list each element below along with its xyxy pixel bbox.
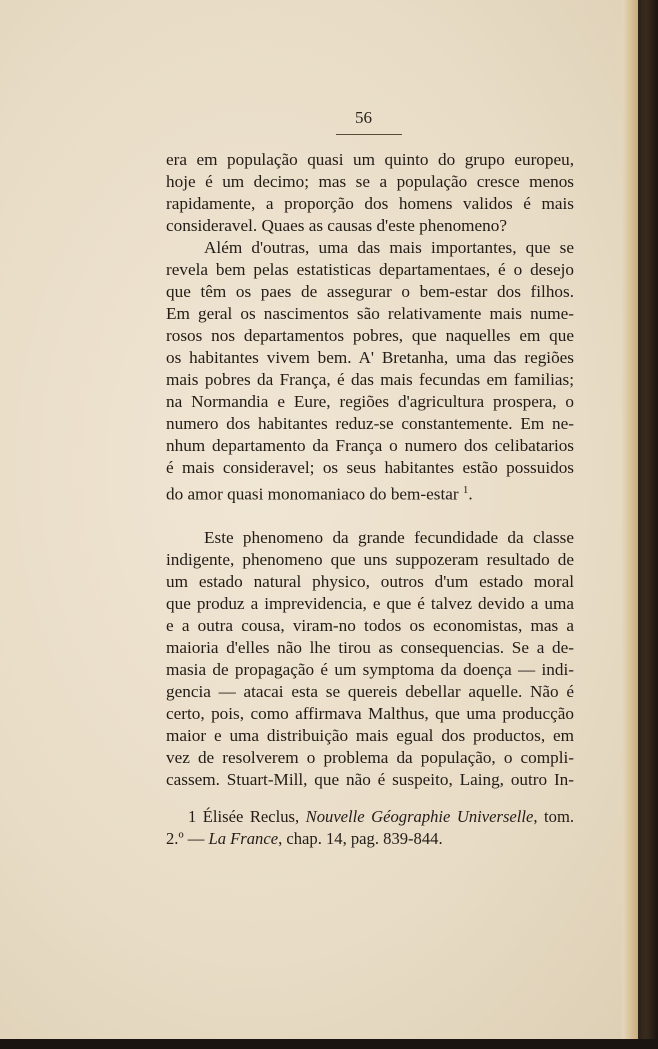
text-line: vez de resolverem o problema da população, o compli- bbox=[166, 748, 574, 767]
footnote-marker: 1 bbox=[462, 484, 469, 496]
footnote-title: Nouvelle Géographie Universelle bbox=[305, 807, 534, 826]
text-line: rapidamente, a proporção dos homens validos é mais bbox=[166, 194, 574, 213]
text-line: Este phenomeno da grande fecundidade da classe bbox=[204, 528, 574, 547]
text-line: maior e uma distribuição mais egual dos productos, em bbox=[166, 726, 574, 745]
footnote-pages: , chap. 14, pag. 839-844. bbox=[278, 829, 443, 848]
text-line: Além d'outras, uma das mais importantes, que se bbox=[204, 238, 574, 257]
text-line: numero dos habitantes reduz-se constantemente. Em ne- bbox=[166, 414, 574, 433]
footnote-author: Élisée Reclus, bbox=[202, 807, 306, 826]
page-gutter bbox=[622, 0, 638, 1039]
text-line: revela bem pelas estatisticas departamentaes, é o desejo bbox=[166, 260, 574, 279]
text-line: na Normandia e Eure, regiões d'agricultura prospera, o bbox=[166, 392, 574, 411]
footnote bbox=[166, 806, 574, 850]
text-line: do amor quasi monomaniaco do bem-estar bbox=[166, 484, 459, 504]
footnote-volume: , tom. bbox=[533, 807, 574, 826]
text-line: mais pobres da França, é das mais fecundas em familias; bbox=[166, 370, 574, 389]
text-line: era em população quasi um quinto do grupo europeu, bbox=[166, 150, 574, 169]
page-number: 56 bbox=[355, 108, 372, 127]
text-line: e a outra cousa, viram-no todos os economistas, mas a bbox=[166, 616, 574, 635]
text-line: nhum departamento da França o numero dos celibatarios bbox=[166, 436, 574, 455]
sentence-end: . bbox=[468, 484, 473, 504]
paragraph-2 bbox=[166, 527, 574, 791]
text-line: consideravel. Quaes as causas d'este phenomeno? bbox=[166, 216, 507, 235]
text-line: hoje é um decimo; mas se a população cresce menos bbox=[166, 172, 574, 191]
text-line: um estado natural physico, outros d'um estado moral bbox=[166, 572, 574, 591]
text-line: que produz a imprevidencia, e que é talvez devido a uma bbox=[166, 594, 574, 613]
header-rule bbox=[336, 134, 402, 135]
text-line: rosos nos departamentos pobres, que naquelles em que bbox=[166, 326, 574, 345]
text-line: que têm os paes de assegurar o bem-estar dos filhos. bbox=[166, 282, 574, 301]
text-line: masia de propagação é um symptoma da doença — indi- bbox=[166, 660, 574, 679]
text-line: indigente, phenomeno que uns suppozeram resultado de bbox=[166, 550, 574, 569]
text-line: cassem. Stuart-Mill, que não é suspeito, Laing, outro In- bbox=[166, 770, 574, 789]
book-bottom-edge bbox=[0, 1039, 658, 1049]
text-line-final bbox=[166, 479, 574, 504]
footnote-line-1 bbox=[166, 806, 574, 828]
book-edge bbox=[638, 0, 658, 1049]
text-line: certo, pois, como affirmava Malthus, que uma producção bbox=[166, 704, 574, 723]
text-line: os habitantes vivem bem. A' Bretanha, uma das regiões bbox=[166, 348, 574, 367]
text-line: gencia — atacai esta se quereis debellar aquelle. Não é bbox=[166, 682, 574, 701]
text-line: maioria d'elles não lhe tirou as consequencias. Se a de- bbox=[166, 638, 574, 657]
footnote-line-2 bbox=[166, 828, 574, 850]
text-line: Em geral os nascimentos são relativamente mais nume- bbox=[166, 304, 574, 323]
footnote-number: 1 bbox=[188, 807, 197, 826]
paragraph-1 bbox=[166, 149, 574, 504]
footnote-volume-number: 2.º — bbox=[166, 829, 209, 848]
text-line: é mais consideravel; os seus habitantes estão possuidos bbox=[166, 458, 574, 477]
footnote-part: La France bbox=[208, 829, 279, 848]
